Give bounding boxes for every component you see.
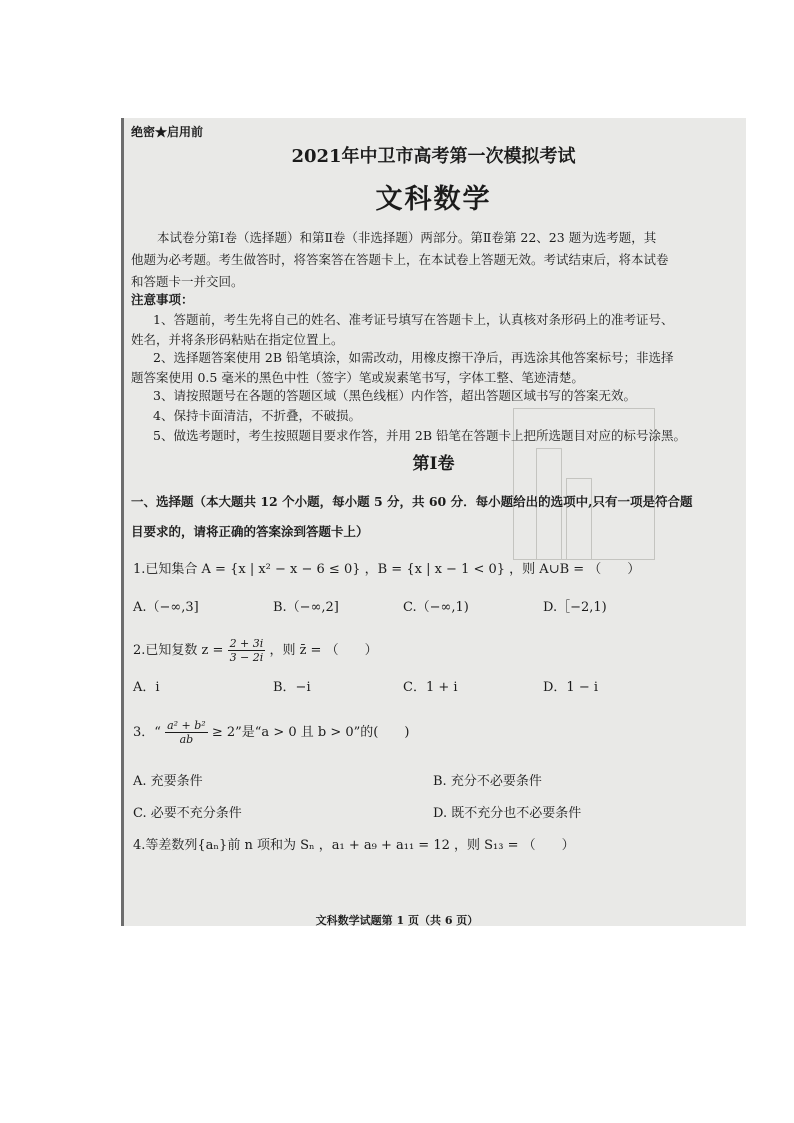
note-item: 姓名，并将条形码粘贴在指定位置上。 bbox=[131, 332, 344, 347]
question-2-stem-prefix: 2.已知复数 z = bbox=[133, 643, 224, 658]
question-3-option-c: C. 必要不充分条件 bbox=[133, 806, 242, 821]
question-2-option-a: A．i bbox=[133, 680, 160, 695]
question-2-option-b: B．−i bbox=[273, 680, 311, 695]
note-item: 5、做选考题时，考生按照题目要求作答，并用 2B 铅笔在答题卡上把所选题目对应的标号涂黑。 bbox=[153, 428, 687, 443]
bleed-through-bar bbox=[566, 478, 592, 560]
question-2-fraction-numerator: 2 + 3i bbox=[229, 637, 264, 650]
question-3-stem bbox=[133, 718, 409, 748]
question-2-fraction bbox=[228, 637, 266, 664]
question-3-fraction-numerator: a² + b² bbox=[167, 719, 206, 732]
question-3-fraction bbox=[165, 719, 208, 746]
question-1-stem: 1.已知集合 A = {x | x² − x − 6 ≤ 0} ，B = {x | x − 1 < 0} ，则 A∪B = （ ） bbox=[133, 562, 641, 577]
note-item: 1、答题前，考生先将自己的姓名、准考证号填写在答题卡上，认真核对条形码上的准考证号、 bbox=[153, 312, 674, 327]
confidential-label: 绝密★启用前 bbox=[131, 125, 204, 139]
question-3-fraction-denominator: ab bbox=[179, 733, 194, 746]
question-3-stem-suffix: ≥ 2”是“a > 0 且 b > 0”的( ) bbox=[211, 725, 410, 740]
question-1-option-c: C.（−∞,1) bbox=[403, 600, 469, 615]
section-title: 第Ⅰ卷 bbox=[412, 454, 455, 474]
question-3-option-d: D. 既不充分也不必要条件 bbox=[433, 806, 582, 821]
intro-line: 他题为必考题。考生做答时，将答案答在答题卡上，在本试卷上答题无效。考试结束后，将本试卷 bbox=[131, 252, 669, 267]
subject-title: 文科数学 bbox=[375, 184, 492, 215]
page-footer: 文科数学试题第 1 页（共 6 页） bbox=[315, 914, 479, 927]
question-3-option-a: A. 充要条件 bbox=[133, 774, 203, 789]
question-2-option-c: C．1 + i bbox=[403, 680, 458, 695]
question-2-option-d: D．1 − i bbox=[543, 680, 599, 695]
question-2-stem-suffix: ，则 z̄ = （ ） bbox=[269, 643, 378, 658]
part-instructions: 一、选择题（本大题共 12 个小题，每小题 5 分，共 60 分．每小题给出的选项中,只有一项是符合题 bbox=[131, 494, 693, 509]
question-2-stem bbox=[133, 636, 378, 666]
question-2-fraction-denominator: 3 − 2i bbox=[229, 651, 264, 664]
exam-title: 2021年中卫市高考第一次模拟考试 bbox=[291, 146, 576, 167]
intro-line: 和答题卡一并交回。 bbox=[131, 274, 244, 289]
notes-heading: 注意事项： bbox=[131, 292, 194, 307]
question-1-option-b: B.（−∞,2] bbox=[273, 600, 339, 615]
question-1-option-d: D.［−2,1) bbox=[543, 600, 607, 615]
question-3-stem-prefix: 3．“ bbox=[133, 725, 161, 740]
scanned-page bbox=[121, 118, 746, 926]
question-3-option-b: B. 充分不必要条件 bbox=[433, 774, 542, 789]
note-item: 4、保持卡面清洁，不折叠，不破损。 bbox=[153, 408, 361, 423]
question-4-stem: 4.等差数列{aₙ}前 n 项和为 Sₙ ，a₁ + a₉ + a₁₁ = 12 ，则 S₁₃ = （ ） bbox=[133, 838, 575, 853]
intro-line: 本试卷分第Ⅰ卷（选择题）和第Ⅱ卷（非选择题）两部分。第Ⅱ卷第 22、23 题为选考题，其 bbox=[157, 230, 657, 245]
part-instructions: 目要求的，请将正确的答案涂到答题卡上） bbox=[131, 524, 369, 539]
note-item: 3、请按照题号在各题的答题区域（黑色线框）内作答，超出答题区域书写的答案无效。 bbox=[153, 388, 636, 403]
note-item: 题答案使用 0.5 毫米的黑色中性（签字）笔或炭素笔书写，字体工整、笔迹清楚。 bbox=[131, 370, 584, 385]
note-item: 2、选择题答案使用 2B 铅笔填涂，如需改动，用橡皮擦干净后，再选涂其他答案标号；非选择 bbox=[153, 350, 674, 365]
question-1-option-a: A.（−∞,3] bbox=[133, 600, 199, 615]
